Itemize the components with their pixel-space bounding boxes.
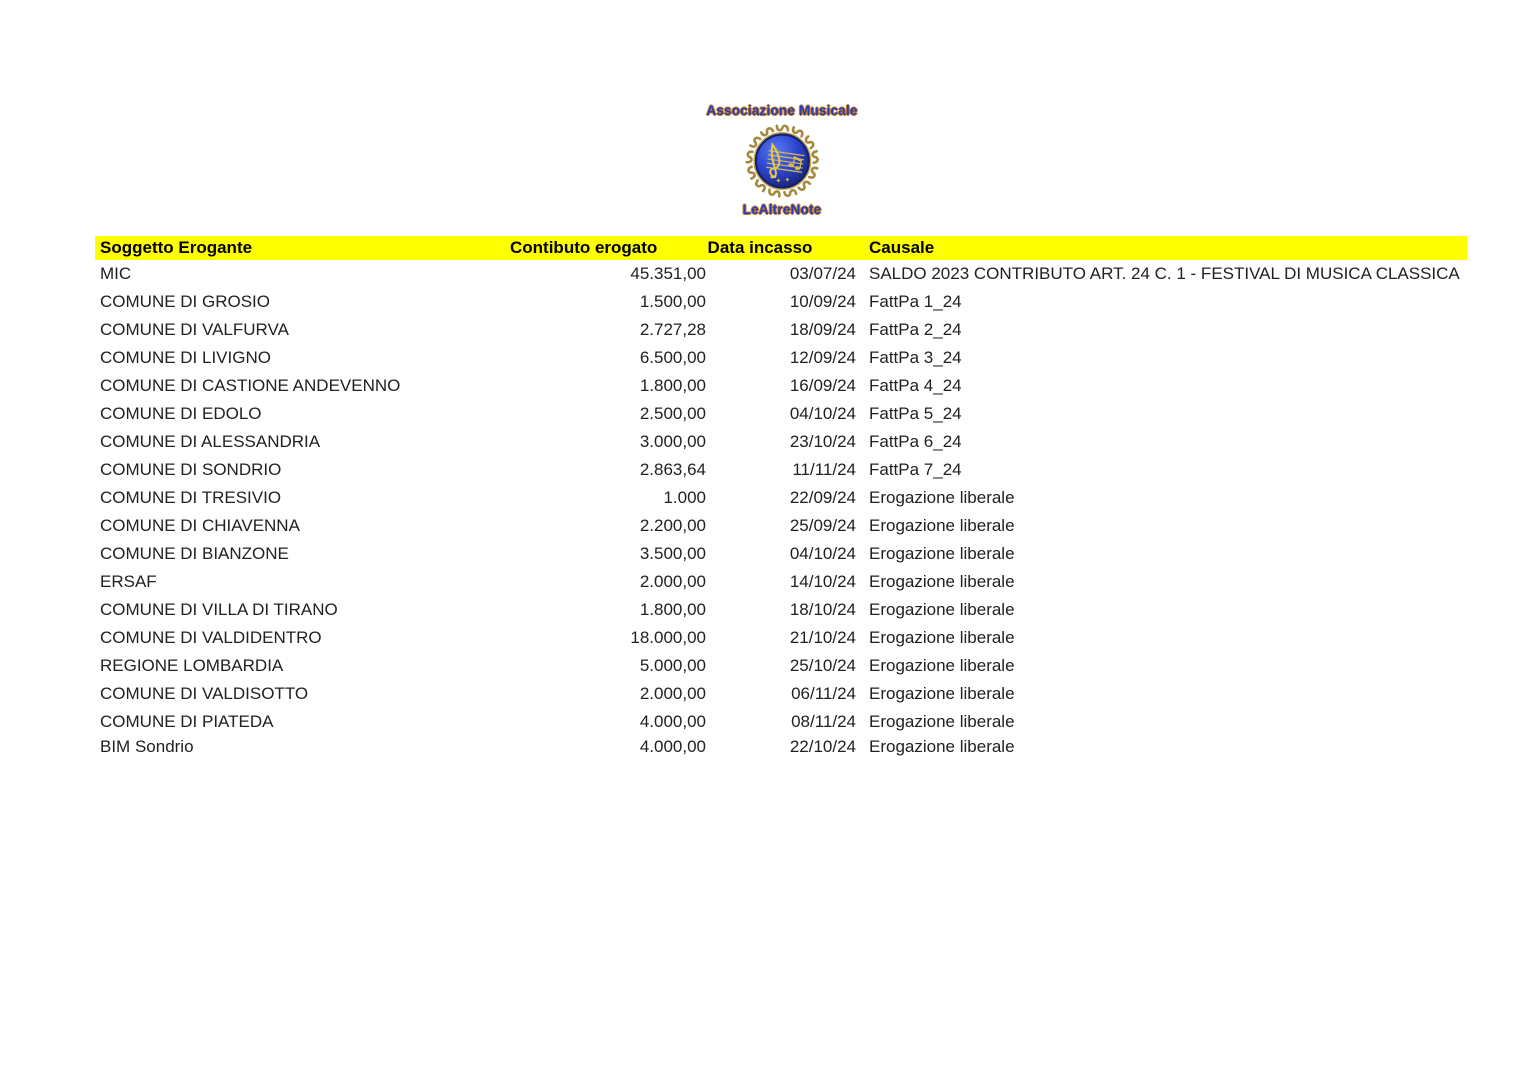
cell-data-incasso: 25/09/24 bbox=[789, 516, 856, 535]
table-row bbox=[95, 568, 1467, 596]
cell-soggetto-erogante: COMUNE DI SONDRIO bbox=[100, 460, 282, 479]
cell-data-incasso: 18/10/24 bbox=[789, 600, 856, 619]
cell-soggetto-erogante: COMUNE DI CASTIONE ANDEVENNO bbox=[100, 376, 401, 395]
cell-data-incasso: 16/09/24 bbox=[789, 376, 856, 395]
cell-data-incasso: 22/10/24 bbox=[789, 737, 856, 756]
table-row bbox=[95, 456, 1467, 484]
cell-data-incasso: 12/09/24 bbox=[789, 348, 856, 367]
table-body bbox=[95, 260, 1467, 759]
table-row bbox=[95, 680, 1467, 708]
cell-soggetto-erogante: COMUNE DI EDOLO bbox=[100, 404, 262, 423]
logo-title: Associazione Musicale bbox=[706, 103, 858, 118]
cell-causale: Erogazione liberale bbox=[869, 544, 1015, 563]
cell-causale: SALDO 2023 CONTRIBUTO ART. 24 C. 1 - FESTIVAL DI MUSICA CLASSICA bbox=[869, 264, 1460, 283]
cell-soggetto-erogante: COMUNE DI GROSIO bbox=[100, 292, 271, 311]
cell-contributo-erogato: 6.500,00 bbox=[639, 348, 706, 367]
logo-subtitle: LeAltreNote bbox=[742, 202, 822, 217]
cell-soggetto-erogante: ERSAF bbox=[100, 572, 157, 591]
table-row bbox=[95, 260, 1467, 288]
table-row bbox=[95, 652, 1467, 680]
cell-causale: FattPa 4_24 bbox=[869, 376, 962, 395]
cell-soggetto-erogante: REGIONE LOMBARDIA bbox=[100, 656, 284, 675]
table-row bbox=[95, 596, 1467, 624]
cell-contributo-erogato: 18.000,00 bbox=[630, 628, 706, 647]
cell-contributo-erogato: 2.500,00 bbox=[639, 404, 706, 423]
col-header-contributo-erogato: Contibuto erogato bbox=[510, 238, 658, 257]
cell-contributo-erogato: 2.000,00 bbox=[639, 572, 706, 591]
table-row bbox=[95, 288, 1467, 316]
music-emblem-icon bbox=[740, 121, 824, 201]
table-row bbox=[95, 540, 1467, 568]
cell-contributo-erogato: 2.727,28 bbox=[639, 320, 706, 339]
table-row bbox=[95, 344, 1467, 372]
cell-causale: Erogazione liberale bbox=[869, 712, 1015, 731]
cell-data-incasso: 22/09/24 bbox=[789, 488, 856, 507]
cell-soggetto-erogante: COMUNE DI LIVIGNO bbox=[100, 348, 271, 367]
cell-data-incasso: 21/10/24 bbox=[789, 628, 856, 647]
cell-soggetto-erogante: COMUNE DI CHIAVENNA bbox=[100, 516, 300, 535]
cell-contributo-erogato: 2.200,00 bbox=[639, 516, 706, 535]
cell-contributo-erogato: 2.863,64 bbox=[639, 460, 706, 479]
table-row bbox=[95, 708, 1467, 736]
table-row bbox=[95, 736, 1467, 759]
association-logo bbox=[706, 103, 857, 217]
cell-data-incasso: 11/11/24 bbox=[792, 460, 856, 479]
cell-soggetto-erogante: COMUNE DI VALDIDENTRO bbox=[100, 628, 322, 647]
col-header-data-incasso: Data incasso bbox=[707, 238, 813, 257]
table-row bbox=[95, 400, 1467, 428]
cell-causale: FattPa 5_24 bbox=[869, 404, 962, 423]
cell-soggetto-erogante: BIM Sondrio bbox=[100, 737, 194, 756]
cell-causale: Erogazione liberale bbox=[869, 628, 1015, 647]
cell-soggetto-erogante: COMUNE DI PIATEDA bbox=[100, 712, 274, 731]
cell-causale: Erogazione liberale bbox=[869, 656, 1015, 675]
cell-causale: FattPa 6_24 bbox=[869, 432, 962, 451]
cell-contributo-erogato: 1.500,00 bbox=[639, 292, 706, 311]
cell-causale: Erogazione liberale bbox=[869, 572, 1015, 591]
cell-causale: Erogazione liberale bbox=[869, 684, 1015, 703]
table-header-row bbox=[95, 236, 1467, 260]
cell-causale: Erogazione liberale bbox=[869, 516, 1015, 535]
cell-data-incasso: 23/10/24 bbox=[789, 432, 856, 451]
cell-data-incasso: 08/11/24 bbox=[791, 712, 856, 731]
cell-causale: Erogazione liberale bbox=[869, 488, 1015, 507]
cell-data-incasso: 10/09/24 bbox=[789, 292, 856, 311]
cell-causale: FattPa 2_24 bbox=[869, 320, 962, 339]
cell-contributo-erogato: 3.500,00 bbox=[639, 544, 706, 563]
cell-contributo-erogato: 2.000,00 bbox=[639, 684, 706, 703]
cell-soggetto-erogante: COMUNE DI VALFURVA bbox=[100, 320, 289, 339]
cell-soggetto-erogante: COMUNE DI VILLA DI TIRANO bbox=[100, 600, 338, 619]
table-row bbox=[95, 512, 1467, 540]
cell-soggetto-erogante: MIC bbox=[100, 264, 132, 283]
cell-contributo-erogato: 4.000,00 bbox=[639, 737, 706, 756]
table-row bbox=[95, 428, 1467, 456]
cell-contributo-erogato: 1.000 bbox=[663, 488, 706, 507]
cell-causale: FattPa 7_24 bbox=[869, 460, 962, 479]
table-row bbox=[95, 484, 1467, 512]
cell-soggetto-erogante: COMUNE DI BIANZONE bbox=[100, 544, 289, 563]
cell-contributo-erogato: 4.000,00 bbox=[639, 712, 706, 731]
treble-clef-emblem-svg bbox=[740, 121, 824, 201]
cell-contributo-erogato: 5.000,00 bbox=[639, 656, 706, 675]
table-row bbox=[95, 316, 1467, 344]
table-row bbox=[95, 624, 1467, 652]
cell-contributo-erogato: 1.800,00 bbox=[639, 600, 706, 619]
cell-data-incasso: 18/09/24 bbox=[789, 320, 856, 339]
contributions-table bbox=[95, 236, 1467, 759]
col-header-soggetto-erogante: Soggetto Erogante bbox=[100, 238, 253, 257]
cell-data-incasso: 04/10/24 bbox=[789, 544, 856, 563]
cell-contributo-erogato: 45.351,00 bbox=[630, 264, 706, 283]
col-header-causale: Causale bbox=[869, 238, 935, 257]
cell-data-incasso: 04/10/24 bbox=[789, 404, 856, 423]
cell-contributo-erogato: 1.800,00 bbox=[639, 376, 706, 395]
cell-data-incasso: 14/10/24 bbox=[789, 572, 856, 591]
cell-contributo-erogato: 3.000,00 bbox=[639, 432, 706, 451]
cell-soggetto-erogante: COMUNE DI TRESIVIO bbox=[100, 488, 282, 507]
cell-data-incasso: 25/10/24 bbox=[789, 656, 856, 675]
cell-data-incasso: 06/11/24 bbox=[791, 684, 856, 703]
cell-data-incasso: 03/07/24 bbox=[789, 264, 856, 283]
cell-causale: FattPa 1_24 bbox=[869, 292, 962, 311]
cell-causale: Erogazione liberale bbox=[869, 737, 1015, 756]
table-row bbox=[95, 372, 1467, 400]
cell-soggetto-erogante: COMUNE DI ALESSANDRIA bbox=[100, 432, 321, 451]
cell-causale: FattPa 3_24 bbox=[869, 348, 962, 367]
cell-soggetto-erogante: COMUNE DI VALDISOTTO bbox=[100, 684, 309, 703]
cell-causale: Erogazione liberale bbox=[869, 600, 1015, 619]
